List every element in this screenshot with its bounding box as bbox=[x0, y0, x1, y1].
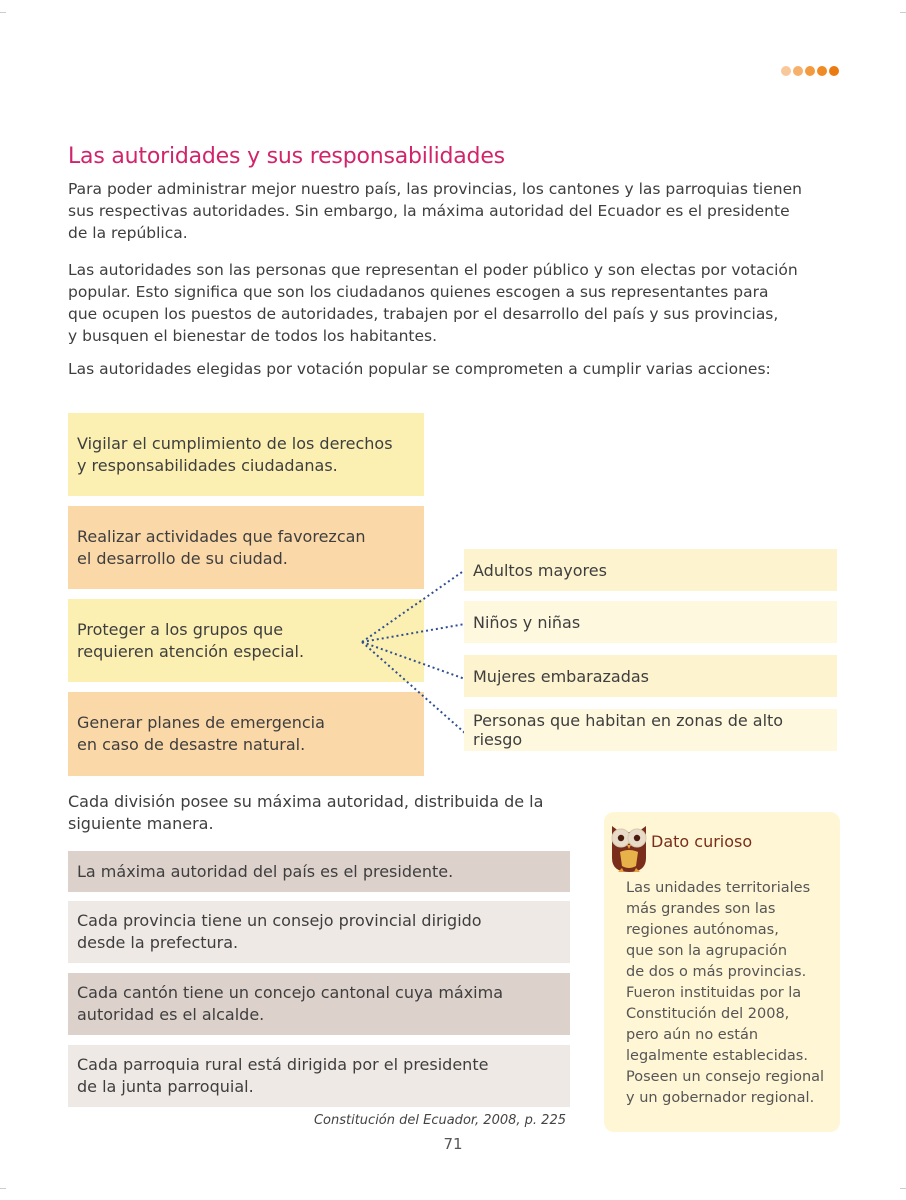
curious-fact-title: Dato curioso bbox=[651, 832, 753, 851]
page-number: 71 bbox=[443, 1135, 463, 1153]
curious-fact-line: Poseen un consejo regional bbox=[626, 1069, 825, 1085]
group-box-1 bbox=[464, 549, 837, 591]
connector-line bbox=[362, 570, 465, 642]
division-line: autoridad es el alcalde. bbox=[77, 1005, 265, 1024]
paragraph-line: y busquen el bienestar de todos los habitantes. bbox=[68, 327, 438, 345]
curious-fact-line: Fueron instituidas por la bbox=[626, 985, 802, 1001]
curious-fact-line: que son la agrupación bbox=[626, 943, 788, 959]
curious-fact-line: más grandes son las bbox=[626, 901, 776, 917]
curious-fact-line: legalmente establecidas. bbox=[626, 1048, 808, 1064]
action-line: Proteger a los grupos que bbox=[77, 619, 284, 639]
action-line: Generar planes de emergencia bbox=[77, 713, 325, 732]
paragraph-line: Para poder administrar mejor nuestro país, las provincias, los cantones y las parroquias tienen bbox=[68, 180, 802, 198]
division-box-4 bbox=[68, 1045, 570, 1107]
page-title: Las autoridades y sus responsabilidades bbox=[68, 144, 505, 169]
action-line: el desarrollo de su ciudad. bbox=[77, 548, 288, 568]
action-line: y responsabilidades ciudadanas. bbox=[77, 455, 338, 475]
paragraph-line: Las autoridades elegidas por votación popular se comprometen a cumplir varias acciones: bbox=[68, 360, 771, 378]
group-label: Mujeres embarazadas bbox=[473, 666, 649, 686]
group-box-2 bbox=[464, 601, 837, 643]
action-line: en caso de desastre natural. bbox=[77, 735, 306, 754]
paragraph-line: que ocupen los puestos de autoridades, trabajen por el desarrollo del país y sus provincias, bbox=[68, 305, 779, 323]
action-line: Realizar actividades que favorezcan bbox=[77, 526, 366, 546]
curious-fact-line: regiones autónomas, bbox=[626, 922, 779, 938]
division-box-2 bbox=[68, 901, 570, 963]
group-box-4 bbox=[464, 709, 837, 751]
curious-fact-line: pero aún no están bbox=[626, 1027, 759, 1043]
connector-line bbox=[362, 624, 465, 642]
division-line: desde la prefectura. bbox=[77, 933, 239, 952]
curious-fact-line: de dos o más provincias. bbox=[626, 964, 807, 980]
division-intro bbox=[68, 791, 568, 835]
division-line: de la junta parroquial. bbox=[77, 1077, 254, 1096]
curious-fact-line: y un gobernador regional. bbox=[626, 1090, 815, 1106]
paragraph-line: sus respectivas autoridades. Sin embargo, la máxima autoridad del Ecuador es el presidente bbox=[68, 202, 790, 220]
owl-icon bbox=[608, 818, 650, 874]
connector-line bbox=[362, 642, 465, 733]
division-line: Cada parroquia rural está dirigida por el presidente bbox=[77, 1055, 489, 1074]
action-line: Vigilar el cumplimiento de los derechos bbox=[77, 433, 393, 453]
division-box-1 bbox=[68, 851, 570, 892]
action-line: requieren atención especial. bbox=[77, 641, 305, 661]
division-intro-line: Cada división posee su máxima autoridad, distribuida de la bbox=[68, 792, 544, 811]
connector-line bbox=[362, 642, 465, 679]
division-line: Cada provincia tiene un consejo provincial dirigido bbox=[77, 911, 482, 930]
paragraph-line: Las autoridades son las personas que representan el poder público y son electas por votación bbox=[68, 261, 798, 279]
paragraph-line: popular. Esto significa que son los ciudadanos quienes escogen a sus representantes para bbox=[68, 283, 769, 301]
paragraph-line: de la república. bbox=[68, 224, 188, 242]
source-citation: Constitución del Ecuador, 2008, p. 225 bbox=[313, 1113, 566, 1128]
division-intro-line: siguiente manera. bbox=[68, 814, 214, 833]
group-label: Personas que habitan en zonas de alto riesgo bbox=[473, 711, 784, 749]
division-line: Cada cantón tiene un concejo cantonal cuya máxima bbox=[77, 983, 504, 1002]
division-line: La máxima autoridad del país es el presidente. bbox=[77, 861, 454, 881]
curious-fact-line: Las unidades territoriales bbox=[626, 880, 811, 896]
group-label: Adultos mayores bbox=[473, 560, 607, 580]
curious-fact-line: Constitución del 2008, bbox=[626, 1006, 790, 1022]
curious-fact-text bbox=[626, 878, 836, 1109]
division-box-3 bbox=[68, 973, 570, 1035]
group-label: Niños y niñas bbox=[473, 612, 581, 632]
group-box-3 bbox=[464, 655, 837, 697]
curious-fact-box bbox=[604, 812, 840, 1132]
